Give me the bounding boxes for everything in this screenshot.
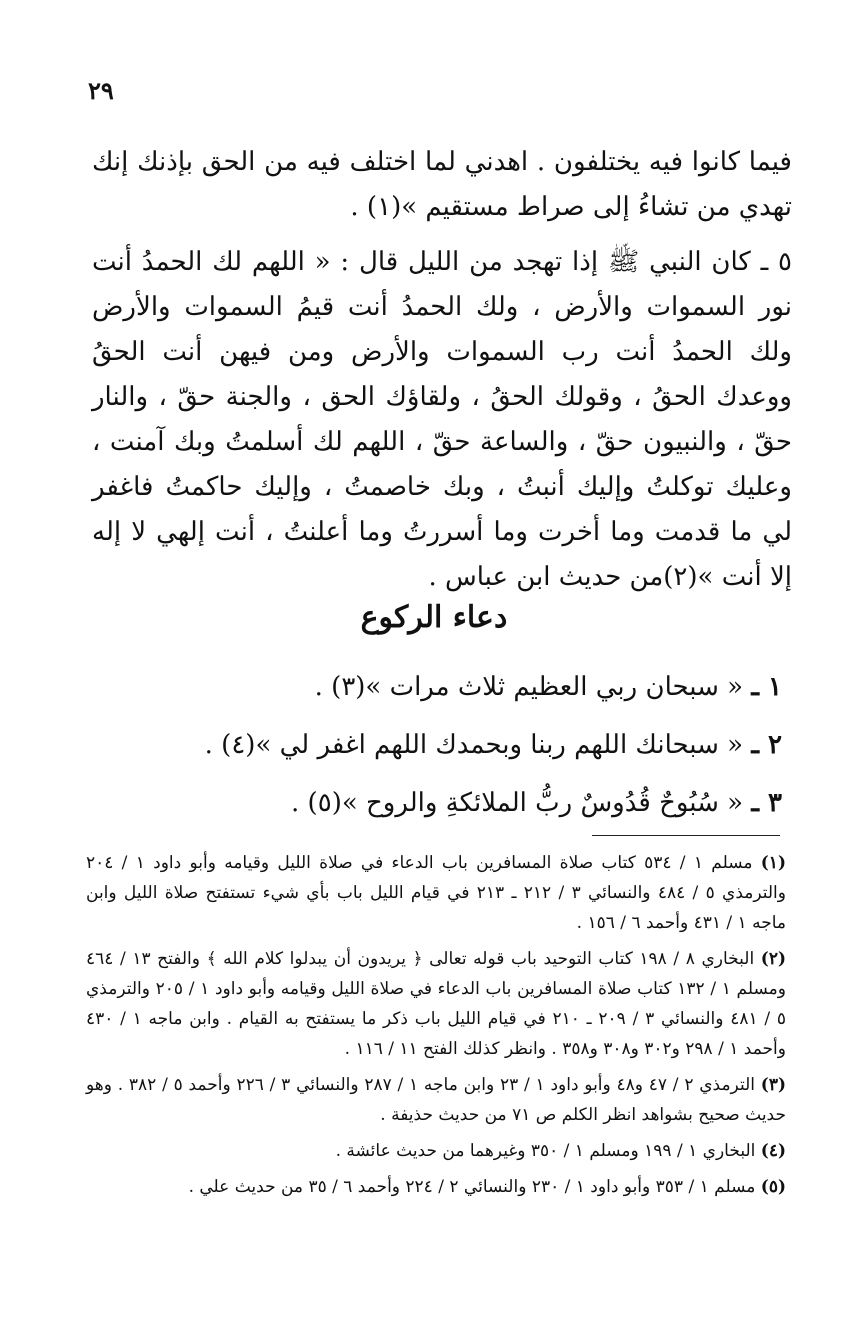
list-item-text: « سبحانك اللهم ربنا وبحمدك اللهم اغفر لي »(٤) . bbox=[204, 730, 744, 760]
paragraph-continuation: فيما كانوا فيه يختلفون . اهدني لما اختلف فيه من الحق بإذنك إنك تهدي من تشاءُ إلى صراط مستقيم »(١) . bbox=[92, 147, 792, 222]
footnote bbox=[86, 1136, 786, 1166]
paragraph-hadith-5: ٥ ـ كان النبي ﷺ إذا تهجد من الليل قال : « اللهم لك الحمدُ أنت نور السموات والأرض ، ولك الحمدُ أنت قيمُ السموات والأرض ولك الحمدُ أنت رب السموات والأرض ومن فيهن أنت الحقُ ووعدك الحقُ ، وقولك الحقُ ، ولقاؤك الحق ، والجنة حقّ ، والنار حقّ ، والنبيون حقّ ، والساعة حقّ ، اللهم لك أسلمتُ وبك آمنت ، وعليك توكلتُ وإليك أنبتُ ، وبك خاصمتُ ، وإليك حاكمتُ فاغفر لي ما قدمت وما أخرت وما أسررتُ وما أعلنتُ ، أنت إلهي لا إله إلا أنت »(٢)من حديث ابن عباس . bbox=[92, 247, 792, 592]
footnote bbox=[86, 1172, 786, 1202]
footnote-divider bbox=[592, 835, 780, 836]
list-item-text: « سُبُوحٌ قُدُوسٌ ربُّ الملائكةِ والروح »(٥) . bbox=[291, 788, 744, 818]
footnote-text: البخاري ١ / ١٩٩ ومسلم ١ / ٣٥٠ وغيرهما من حديث عائشة . bbox=[335, 1141, 756, 1161]
list-item-number: ٢ ـ bbox=[751, 730, 782, 760]
list-item-number: ١ ـ bbox=[751, 672, 782, 702]
footnote-mark: (٢) bbox=[760, 949, 786, 969]
list-item bbox=[92, 658, 782, 716]
list-item bbox=[92, 716, 782, 774]
section-heading: دعاء الركوع bbox=[360, 600, 508, 635]
page-number: ٢٩ bbox=[88, 76, 114, 105]
footnote-text: البخاري ٨ / ١٩٨ كتاب التوحيد باب قوله تعالى ﴿ يريدون أن يبدلوا كلام الله ﴾ والفتح ١٣ / ٤٦٤ ومسلم ١ / ١٣٢ كتاب صلاة المسافرين باب الدعاء في صلاة الليل وقيامه وأبو داود ١ / ٢٠٥ والترمذي ٥ / ٤٨١ والنسائي ٣ / ٢٠٩ ـ ٢١٠ في قيام الليل باب ذكر ما يستفتح به القيام . وابن ماجه ١ / ٤٣٠ وأحمد ١ / ٢٩٨ و٣٠٢ و٣٠٨ و٣٥٨ . وانظر كذلك الفتح ١١ / ١١٦ . bbox=[86, 949, 786, 1059]
footnote-text: مسلم ١ / ٣٥٣ وأبو داود ١ / ٢٣٠ والنسائي ٢ / ٢٢٤ وأحمد ٦ / ٣٥ من حديث علي . bbox=[188, 1177, 756, 1197]
footnote bbox=[86, 1070, 786, 1130]
footnote-text: مسلم ١ / ٥٣٤ كتاب صلاة المسافرين باب الدعاء في صلاة الليل وقيامه وأبو داود ١ / ٢٠٤ والترمذي ٥ / ٤٨٤ والنسائي ٣ / ٢١٢ ـ ٢١٣ في قيام الليل باب بأي شيء تستفتح صلاة الليل وابن ماجه ١ / ٤٣١ وأحمد ٦ / ١٥٦ . bbox=[86, 853, 786, 933]
dua-list bbox=[92, 658, 782, 832]
footnote bbox=[86, 944, 786, 1064]
footnote-mark: (١) bbox=[760, 853, 786, 873]
list-item-text: « سبحان ربي العظيم ثلاث مرات »(٣) . bbox=[314, 672, 744, 702]
footnote-mark: (٣) bbox=[760, 1075, 786, 1095]
footnote-mark: (٤) bbox=[760, 1141, 786, 1161]
footnotes bbox=[86, 848, 786, 1208]
footnote-mark: (٥) bbox=[760, 1177, 786, 1197]
footnote bbox=[86, 848, 786, 938]
list-item bbox=[92, 774, 782, 832]
list-item-number: ٣ ـ bbox=[751, 788, 782, 818]
footnote-text: الترمذي ٢ / ٤٧ و٤٨ وأبو داود ١ / ٢٣ وابن ماجه ١ / ٢٨٧ والنسائي ٣ / ٢٢٦ وأحمد ٥ / ٣٨٢ . وهو حديث صحيح بشواهد انظر الكلم ص ٧١ من حديث حذيفة . bbox=[86, 1075, 786, 1125]
